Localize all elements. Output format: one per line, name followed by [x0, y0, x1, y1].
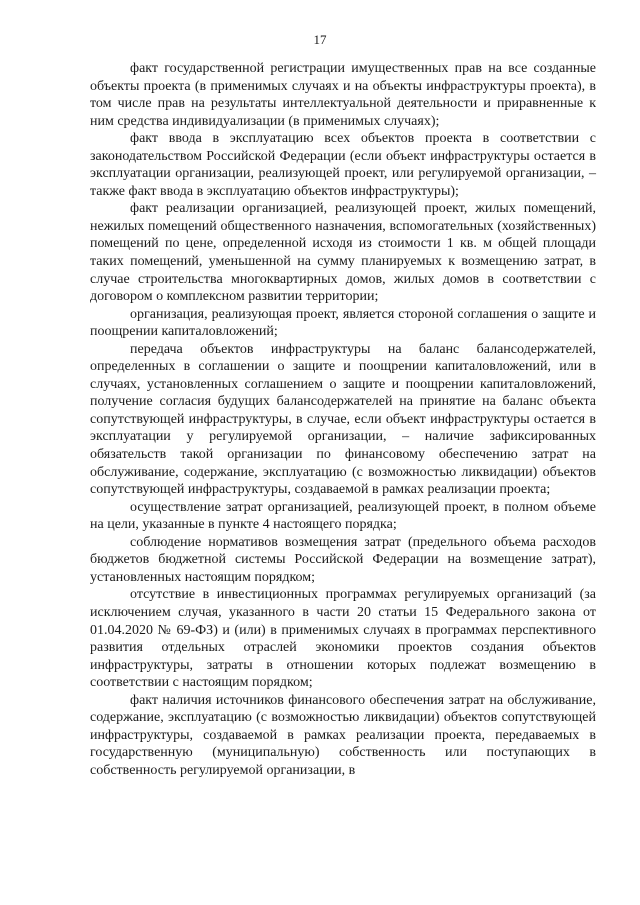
- paragraph-sale-of-premises: факт реализации организацией, реализующей проект, жилых помещений, нежилых помещений общественного назначения, вспомогательных (хозяйственных) помещений по цене, определенной исходя из стоимости 1 кв. м общей площади таких помещений, уменьшенной на сумму планируемых к возмещению затрат, в случае строительства многоквартирных домов, жилых домов в соответствии с договором о комплексном развитии территории;: [90, 201, 596, 305]
- paragraph-state-registration: факт государственной регистрации имущественных прав на все созданные объекты проекта (в применимых случаях и на объекты инфраструктуры проекта), в том числе прав на результаты интеллектуальной деятельности и приравненные к ним средства индивидуализации (в применимых случаях);: [90, 61, 596, 129]
- paragraph-reimbursement-norms: соблюдение нормативов возмещения затрат (предельного объема расходов бюджетов бюджетной системы Российской Федерации на возмещение затрат), установленных настоящим порядком;: [90, 534, 596, 585]
- paragraph-commissioning: факт ввода в эксплуатацию всех объектов проекта в соответствии с законодательством Российской Федерации (если объект инфраструктуры остается в эксплуатации организации, реализующей проект, или регулируемой организации, – также факт ввода в эксплуатацию объектов инфраструктуры);: [90, 131, 596, 199]
- document-body: [90, 60, 596, 779]
- paragraph-funding-sources: факт наличия источников финансового обеспечения затрат на обслуживание, содержание, эксплуатацию (с возможностью ликвидации) объектов сопутствующей инфраструктуры, создаваемой в рамках реализации проекта, передаваемых в государственную (муниципальную) собственность или поступающих в собственность регулируемой организации, в: [90, 692, 596, 778]
- page-number: 17: [313, 32, 327, 47]
- paragraph-agreement-party: организация, реализующая проект, является стороной соглашения о защите и поощрении капиталовложений;: [90, 306, 596, 340]
- paragraph-balance-transfer: передача объектов инфраструктуры на баланс балансодержателей, определенных в соглашении о защите и поощрении капиталовложений, или в случаях, установленных соглашением о защите и поощрении капиталовложений, получение согласия будущих балансодержателей на принятие на баланс объекта сопутствующей инфраструктуры, в случае, если объект инфраструктуры остается в эксплуатации у регулируемой организации, – наличие зафиксированных обязательств такой организации по финансовому обеспечению затрат на обслуживание, содержание, эксплуатацию (с возможностью ликвидации) объектов сопутствующей инфраструктуры, создаваемой в рамках реализации проекта;: [90, 341, 596, 498]
- paragraph-investment-programs: отсутствие в инвестиционных программах регулируемых организаций (за исключением случая, указанного в части 20 статьи 15 Федерального закона от 01.04.2020 № 69-ФЗ) и (или) в применимых случаях в программах перспективного развития отдельных отраслей экономики проектов создания объектов инфраструктуры, затраты в отношении которых подлежат возмещению в соответствии с настоящим порядком;: [90, 587, 596, 691]
- paragraph-costs-incurred: осуществление затрат организацией, реализующей проект, в полном объеме на цели, указанные в пункте 4 настоящего порядка;: [90, 499, 596, 533]
